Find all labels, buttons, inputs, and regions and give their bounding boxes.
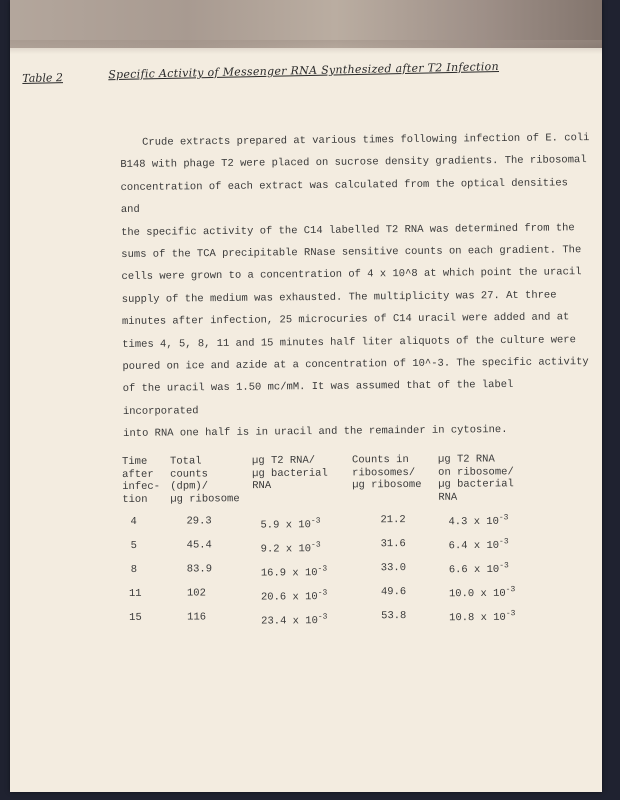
cell-t2-rna-ratio: 16.9 x $10^{-3}$ xyxy=(260,564,328,580)
cell-t2-rna-on-ribosome: 10.8 x $10^{-3}$ xyxy=(449,609,516,625)
cell-counts-in-ribosomes: 33.0 xyxy=(380,562,407,575)
cell-t2-rna-on-ribosome: 10.0 x $10^{-3}$ xyxy=(448,585,516,601)
table-heading: Specific Activity of Messenger RNA Synthesized after T2 Infection xyxy=(108,60,500,82)
cell-counts-in-ribosomes: 31.6 xyxy=(380,538,406,551)
column-header-t2-rna-on-ribosome: µg T2 RNA on ribosome/ µg bacterial RNA xyxy=(437,453,514,504)
cell-counts-in-ribosomes: 21.2 xyxy=(380,514,406,527)
column-header-total-counts: Total counts (dpm)/ µg ribosome xyxy=(169,455,240,506)
cell-counts-in-ribosomes: 49.6 xyxy=(380,586,407,599)
body-line: minutes after infection, 25 microcuries of C14 uracil were added and at xyxy=(121,311,570,329)
body-line: times 4, 5, 8, 11 and 15 minutes half liter aliquots of the culture were xyxy=(122,333,576,351)
paper-stain-fade xyxy=(10,40,602,54)
cell-total-counts: 116 xyxy=(187,611,207,624)
body-line: into RNA one half is in uracil and the remainder in cytosine. xyxy=(123,424,508,441)
cell-total-counts: 83.9 xyxy=(186,563,213,576)
cell-t2-rna-on-ribosome: 6.4 x $10^{-3}$ xyxy=(448,537,509,553)
table-title xyxy=(22,52,582,85)
description-paragraph xyxy=(120,127,593,446)
cell-t2-rna-on-ribosome: 6.6 x $10^{-3}$ xyxy=(448,561,509,577)
cell-time: 11 xyxy=(128,587,142,600)
body-line: of the uracil was 1.50 mc/mM. It was assumed that of the label incorporated xyxy=(122,379,514,418)
body-line: Crude extracts prepared at various times following infection of E. coli xyxy=(142,132,590,149)
cell-t2-rna-on-ribosome: 4.3 x $10^{-3}$ xyxy=(448,513,509,529)
document-page xyxy=(10,0,602,792)
cell-t2-rna-ratio: 20.6 x $10^{-3}$ xyxy=(260,588,328,604)
cell-time: 8 xyxy=(130,563,138,576)
body-line: cells were grown to a concentration of 4 x 10^8 at which point the uracil xyxy=(121,266,582,284)
cell-counts-in-ribosomes: 53.8 xyxy=(381,610,407,623)
cell-total-counts: 29.3 xyxy=(186,515,212,528)
cell-total-counts: 102 xyxy=(186,587,206,600)
cell-time: 4 xyxy=(130,515,137,528)
column-header-t2-rna-ratio: µg T2 RNA/ µg bacterial RNA xyxy=(251,454,328,493)
body-line: concentration of each extract was calculated from the optical densities and xyxy=(120,177,568,217)
body-line: poured on ice and azide at a concentration of 10^-3. The specific activity xyxy=(122,356,589,374)
data-table xyxy=(122,453,522,628)
body-line: sums of the TCA precipitable RNase sensitive counts on each gradient. The xyxy=(121,244,582,262)
column-header-time: Time after infec- tion xyxy=(122,455,161,506)
table-label: Table 2 xyxy=(22,71,64,85)
cell-t2-rna-ratio: 5.9 x $10^{-3}$ xyxy=(260,516,321,532)
cell-time: 5 xyxy=(130,539,137,552)
cell-t2-rna-ratio: 9.2 x $10^{-3}$ xyxy=(260,540,321,556)
cell-total-counts: 45.4 xyxy=(186,539,212,552)
cell-t2-rna-ratio: 23.4 x $10^{-3}$ xyxy=(261,612,328,628)
body-line: B148 with phage T2 were placed on sucrose density gradients. The ribosomal xyxy=(120,154,587,172)
cell-time: 15 xyxy=(129,611,142,624)
column-header-counts-in-ribosomes: Counts in ribosomes/ µg ribosome xyxy=(351,453,422,492)
body-line: supply of the medium was exhausted. The multiplicity was 27. At three xyxy=(121,289,557,306)
body-line: the specific activity of the C14 labelled T2 RNA was determined from the xyxy=(120,221,575,239)
